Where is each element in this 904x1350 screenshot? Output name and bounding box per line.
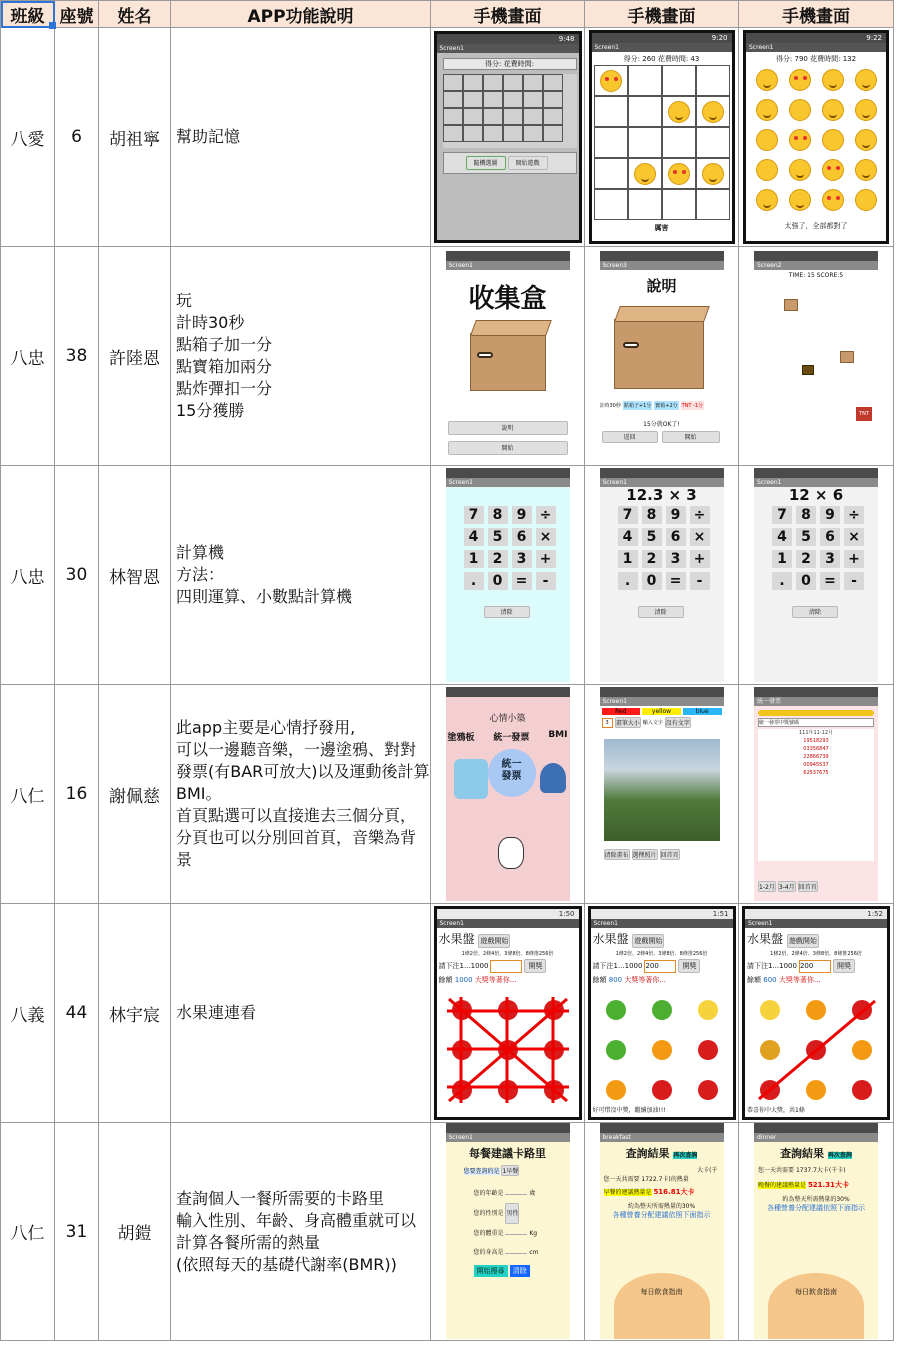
- cell-seat[interactable]: 38: [55, 247, 99, 466]
- odds-label: 1條2倍、2條4倍、3條8倍、8條推256倍: [461, 951, 554, 957]
- fruit-icon: [606, 1040, 626, 1060]
- calc-key[interactable]: 3: [512, 550, 532, 568]
- bet-input[interactable]: 200: [799, 960, 831, 973]
- result-heading: 查詢結果 再次查詢: [625, 1147, 698, 1160]
- status-bar: [754, 1123, 878, 1133]
- cell-seat[interactable]: 6: [55, 28, 99, 247]
- calc-key[interactable]: 9: [820, 506, 840, 524]
- fruit-icon: [652, 1040, 672, 1060]
- calc-key[interactable]: 8: [642, 506, 662, 524]
- calc-key[interactable]: +: [536, 550, 556, 568]
- status-bar: 9:48: [437, 34, 579, 44]
- cell-class[interactable]: 八忠: [1, 466, 55, 685]
- draw-button[interactable]: 開獎: [833, 959, 855, 973]
- box-target[interactable]: [840, 351, 854, 363]
- table-row: [1, 1123, 894, 1341]
- app-heading: 心情小築: [489, 714, 526, 724]
- fruit-icon: [606, 1080, 626, 1100]
- tnt-target[interactable]: TNT: [856, 407, 872, 421]
- food-guide-image: 每日飲食指南: [614, 1273, 710, 1339]
- table-row: [1, 466, 894, 685]
- calc-key[interactable]: 0: [488, 572, 508, 590]
- calc-keypad: [772, 506, 864, 590]
- fruit-grid: [593, 991, 731, 1111]
- result-heading: 查詢結果 再次查詢: [780, 1147, 852, 1160]
- status-bar: [446, 251, 570, 261]
- game-header: 水果盤 遊戲開始: [747, 932, 817, 946]
- draw-button[interactable]: 開獎: [678, 959, 700, 973]
- start-game-button[interactable]: 遊戲開始: [787, 934, 819, 948]
- cell-screen[interactable]: [431, 247, 585, 466]
- screen-title: Screen1: [437, 44, 579, 53]
- emoji-grid[interactable]: [750, 65, 884, 215]
- fruit-icon: [698, 1040, 718, 1060]
- screen-title: Screen1: [600, 697, 724, 706]
- status-bar: [600, 468, 724, 478]
- search-button[interactable]: 開始搜尋: [474, 1265, 508, 1277]
- note-label: 各種營養分配建議依照下面指示: [612, 1211, 711, 1219]
- calc-keypad: [618, 506, 710, 590]
- calc-key[interactable]: 7: [618, 506, 638, 524]
- box-target[interactable]: [784, 299, 798, 311]
- jan-feb-button[interactable]: 1-2月: [758, 881, 776, 892]
- cell-seat[interactable]: 30: [55, 466, 99, 685]
- snoopy-icon: [498, 837, 524, 869]
- calc-key[interactable]: ÷: [844, 506, 864, 524]
- emoji-icon: [702, 163, 724, 185]
- pen-size-button[interactable]: 畫筆大小: [615, 717, 641, 728]
- requery-button[interactable]: 再次查詢: [827, 1152, 852, 1159]
- bet-input[interactable]: 200: [644, 960, 676, 973]
- home-button[interactable]: 回首頁: [660, 849, 680, 860]
- blue-button[interactable]: blue: [683, 708, 722, 715]
- calc-key[interactable]: 8: [488, 506, 508, 524]
- cell-description[interactable]: 水果連連看: [171, 904, 431, 1123]
- header-seat[interactable]: 座號: [55, 1, 99, 28]
- home-button[interactable]: 回首頁: [798, 881, 818, 892]
- phone-screenshot: [754, 687, 878, 901]
- food-guide-image: 每日飲食指南: [768, 1273, 864, 1339]
- invoice-button[interactable]: 統一 發票: [488, 749, 536, 797]
- card-grid[interactable]: [443, 74, 577, 148]
- cell-screen[interactable]: [431, 28, 585, 247]
- status-bar: [600, 251, 724, 261]
- calc-key[interactable]: ×: [536, 528, 556, 546]
- random-button[interactable]: 隨機選圖: [466, 156, 506, 170]
- cell-class[interactable]: 八仁: [1, 1123, 55, 1341]
- cell-screen[interactable]: [585, 685, 739, 904]
- screen-title: breakfast: [600, 1133, 724, 1142]
- bet-row: 請下注1...1000 200 開獎: [591, 957, 733, 975]
- screen-title: Screen1: [446, 1133, 570, 1142]
- cell-description[interactable]: 玩 計時30秒 點箱子加一分 點寶箱加兩分 點炸彈扣一分 15分獲勝: [171, 247, 431, 466]
- fruit-grid: [747, 991, 885, 1111]
- clear-button[interactable]: 清除: [484, 606, 530, 618]
- start-game-button[interactable]: 遊戲開始: [478, 934, 510, 948]
- screen-title: Screen1: [754, 478, 878, 487]
- calc-key[interactable]: 7: [464, 506, 484, 524]
- phone-screenshot: [754, 468, 878, 682]
- cell-name[interactable]: 謝佩慈: [99, 685, 171, 904]
- phone-screenshot: [588, 906, 736, 1120]
- card-grid[interactable]: [594, 65, 730, 221]
- calc-key[interactable]: 3: [666, 550, 686, 568]
- result-label: 厲害: [654, 224, 669, 232]
- balance-row: 餘額 600 大獎等著你...: [747, 976, 821, 984]
- screen-title: Screen3: [600, 261, 724, 270]
- status-bar: [754, 468, 878, 478]
- header-screen-2[interactable]: 手機畫面: [585, 1, 739, 28]
- calc-key[interactable]: 8: [796, 506, 816, 524]
- start-button[interactable]: 開始遊戲: [508, 156, 548, 170]
- calc-key[interactable]: 6: [512, 528, 532, 546]
- cell-screen[interactable]: [431, 1123, 585, 1341]
- result-message: 恭喜你中大獎，共1條: [747, 1107, 805, 1114]
- header-screen-1[interactable]: 手機畫面: [431, 1, 585, 28]
- clear-button[interactable]: 清除: [510, 1265, 530, 1277]
- cell-description[interactable]: 查詢個人一餐所需要的卡路里 輸入性別、年齡、身高體重就可以計算各餐所需的熱量 (依照每天的基礎代謝率(BMR)): [171, 1123, 431, 1341]
- calc-key[interactable]: =: [512, 572, 532, 590]
- meal-row: 您要查詢的是 1早餐: [464, 1165, 570, 1176]
- screen-title: dinner: [754, 1133, 878, 1142]
- balance-row: 餘額 800 大獎等著你...: [592, 976, 667, 984]
- phone-screenshot: [754, 1123, 878, 1339]
- fruit-icon: [606, 1000, 626, 1020]
- yellow-button[interactable]: yellow: [642, 708, 681, 715]
- cell-class[interactable]: 八愛: [1, 28, 55, 247]
- status-bar: 1:51: [591, 909, 733, 919]
- help-heading: 說明: [646, 277, 677, 295]
- cell-screen[interactable]: [739, 1123, 894, 1341]
- pen-controls: [600, 717, 724, 728]
- status-bar: [754, 687, 878, 697]
- bet-row: 請下注1...1000 200 開獎: [745, 957, 887, 975]
- calc-display: 12.3 × 3: [626, 486, 697, 504]
- header-row: [1, 1, 894, 28]
- treasure-chest[interactable]: [802, 365, 814, 375]
- calc-key[interactable]: 7: [772, 506, 792, 524]
- daily-label: 您一天共需要 1722.7卡)的熱量: [603, 1176, 689, 1183]
- calc-key[interactable]: +: [844, 550, 864, 568]
- calc-key[interactable]: 5: [796, 528, 816, 546]
- calc-key[interactable]: .: [464, 572, 484, 590]
- game-header: 水果盤 遊戲開始: [592, 932, 663, 946]
- calc-key[interactable]: 9: [512, 506, 532, 524]
- invoice-tab[interactable]: 統一發票中獎號碼: [758, 718, 874, 727]
- cell-screen[interactable]: [739, 685, 894, 904]
- cell-screen[interactable]: [431, 904, 585, 1123]
- status-bar: [754, 251, 878, 261]
- start-game-button[interactable]: 遊戲開始: [632, 934, 664, 948]
- status-bar: 9:22: [746, 33, 886, 43]
- screen-title: Screen1: [446, 478, 570, 487]
- phone-screenshot: [742, 906, 890, 1120]
- header-screen-3[interactable]: 手機畫面: [739, 1, 894, 28]
- calc-key[interactable]: 2: [796, 550, 816, 568]
- calc-key[interactable]: 6: [666, 528, 686, 546]
- phone-screenshot: [446, 468, 570, 682]
- cell-name[interactable]: 胡祖寧: [99, 28, 171, 247]
- cell-class[interactable]: 八義: [1, 904, 55, 1123]
- calc-key[interactable]: 2: [642, 550, 662, 568]
- invoice-table: 111年11-12月 19518293 03356847 22866739 00945537 62537675: [758, 729, 874, 861]
- status-bar: [446, 687, 570, 697]
- form-buttons: [474, 1266, 570, 1276]
- cell-screen[interactable]: [585, 28, 739, 247]
- calc-key[interactable]: 2: [488, 550, 508, 568]
- fruit-icon: [698, 1080, 718, 1100]
- cell-screen[interactable]: [431, 466, 585, 685]
- fruit-icon: [698, 1000, 718, 1020]
- app-heading: 收集盒: [468, 284, 547, 314]
- status-bar: 1:50: [437, 909, 579, 919]
- calc-key[interactable]: =: [666, 572, 686, 590]
- phone-screenshot: [446, 1123, 570, 1339]
- rules-line: 計時30秒 點箱子+1分 寶箱+2分 TNT -1分: [599, 403, 704, 409]
- score-label: 得分: 花費時間:: [443, 58, 577, 70]
- cell-name[interactable]: 林智恩: [99, 466, 171, 685]
- help-button[interactable]: 說明: [448, 421, 568, 435]
- calc-key[interactable]: 6: [820, 528, 840, 546]
- calc-key[interactable]: 1: [464, 550, 484, 568]
- odds-label: 1條2倍、2條4倍、3條8倍、8條推256倍: [770, 951, 862, 957]
- screen-title: Screen1: [591, 919, 733, 928]
- text-button[interactable]: 沒有文字: [665, 717, 691, 728]
- calc-key[interactable]: ÷: [690, 506, 710, 524]
- emoji-icon: [600, 70, 622, 92]
- selection-handle[interactable]: [49, 22, 56, 29]
- cell-seat[interactable]: 16: [55, 685, 99, 904]
- calc-key[interactable]: -: [690, 572, 710, 590]
- header-class[interactable]: 班級: [1, 1, 55, 28]
- red-button[interactable]: Red: [602, 708, 641, 715]
- result-message: 好可惜沒中獎，繼續加油!!!: [592, 1107, 666, 1114]
- cell-screen[interactable]: [739, 28, 894, 247]
- bottom-buttons: [604, 849, 680, 860]
- calc-key[interactable]: 0: [796, 572, 816, 590]
- cell-class[interactable]: 八忠: [1, 247, 55, 466]
- menu-labels: 塗鴉板 統一發票 BMI: [447, 730, 568, 743]
- cell-seat[interactable]: 31: [55, 1123, 99, 1341]
- calc-key[interactable]: 9: [666, 506, 686, 524]
- clear-canvas-button[interactable]: 清除畫布: [604, 849, 630, 860]
- cell-screen[interactable]: [739, 466, 894, 685]
- note-label: 各種營養分配建議依照下面指示: [767, 1204, 865, 1212]
- palette-icon[interactable]: [454, 759, 488, 799]
- cell-screen[interactable]: [585, 466, 739, 685]
- cell-description[interactable]: 此app主要是心情抒發用, 可以一邊聽音樂，一邊塗鴉、對對發票(有BAR可放大)以及運動後計算BMI。 首頁點選可以直接進去三個分頁，分頁也可以分別回首頁，音樂為背景: [171, 685, 431, 904]
- start-button[interactable]: 開始: [662, 431, 720, 443]
- fruit-grid: [439, 991, 577, 1111]
- phone-screenshot: [434, 906, 582, 1120]
- emoji-icon: [702, 101, 724, 123]
- fruit-icon: [652, 1080, 672, 1100]
- phone-screenshot: [754, 251, 878, 461]
- win-label: 15分就OK了!: [643, 421, 680, 428]
- status-bar: 1:52: [745, 909, 887, 919]
- start-button[interactable]: 開始: [448, 441, 568, 455]
- drawing-canvas[interactable]: [604, 739, 720, 841]
- fruit-icon: [652, 1000, 672, 1020]
- calc-key[interactable]: ÷: [536, 506, 556, 524]
- calc-key[interactable]: 5: [642, 528, 662, 546]
- table-row: [1, 247, 894, 466]
- screen-title: 統一發票: [754, 697, 878, 706]
- requery-button[interactable]: 再次查詢: [673, 1152, 698, 1159]
- header-name[interactable]: 姓名: [99, 1, 171, 28]
- percent-label: 約為整天所需熱量的30%: [627, 1203, 696, 1210]
- calc-key[interactable]: =: [820, 572, 840, 590]
- header-description[interactable]: APP功能說明: [171, 1, 431, 28]
- screen-title: Screen1: [446, 261, 570, 270]
- pen-size-input[interactable]: 3: [602, 718, 613, 728]
- phone-screenshot: [446, 687, 570, 901]
- cell-screen[interactable]: [739, 247, 894, 466]
- calc-keypad: [464, 506, 556, 590]
- screen-title: Screen1: [746, 43, 886, 52]
- calc-key[interactable]: 0: [642, 572, 662, 590]
- cell-screen[interactable]: [585, 247, 739, 466]
- cell-name[interactable]: 林宇宸: [99, 904, 171, 1123]
- score-label: 得分: 790 花費時間: 132: [775, 55, 857, 63]
- meal-result: 晚餐的建議熱量是 521.31大卡: [758, 1181, 849, 1189]
- table-row: [1, 904, 894, 1123]
- phone-screenshot: [434, 31, 582, 243]
- zoom-slider[interactable]: [758, 710, 874, 716]
- cell-seat[interactable]: 44: [55, 904, 99, 1123]
- box-image: [614, 319, 704, 389]
- emoji-icon: [634, 163, 656, 185]
- phone-screenshot: [600, 1123, 724, 1339]
- cell-screen[interactable]: [585, 904, 739, 1123]
- bmi-icon[interactable]: [540, 763, 566, 793]
- cell-description[interactable]: 幫助記憶: [171, 28, 431, 247]
- cell-name[interactable]: 許陸恩: [99, 247, 171, 466]
- win-lines: [747, 991, 885, 1111]
- screen-title: Screen1: [592, 43, 732, 52]
- cell-screen[interactable]: [739, 904, 894, 1123]
- screen-title: Screen2: [754, 261, 878, 270]
- calc-key[interactable]: 4: [618, 528, 638, 546]
- calc-key[interactable]: ×: [844, 528, 864, 546]
- phone-screenshot: [446, 251, 570, 461]
- bet-row: 請下注1...1000 開獎: [437, 957, 579, 975]
- age-input[interactable]: [505, 1194, 527, 1195]
- weight-input[interactable]: [505, 1234, 527, 1235]
- cell-screen[interactable]: [431, 685, 585, 904]
- calc-key[interactable]: -: [844, 572, 864, 590]
- calc-key[interactable]: 3: [820, 550, 840, 568]
- emoji-icon: [668, 163, 690, 185]
- box-image: [470, 333, 546, 391]
- clear-button[interactable]: 清除: [638, 606, 684, 618]
- calc-key[interactable]: .: [618, 572, 638, 590]
- status-bar: [600, 1123, 724, 1133]
- calc-key[interactable]: ×: [690, 528, 710, 546]
- status-bar: 9:20: [592, 33, 732, 43]
- percent-label: 約為整天所需熱量的30%: [782, 1196, 850, 1203]
- calc-key[interactable]: 4: [772, 528, 792, 546]
- meal-result: 早餐的建議熱量是 516.81大卡: [603, 1188, 695, 1196]
- calc-key[interactable]: 1: [618, 550, 638, 568]
- phone-screenshot: [743, 30, 889, 244]
- month-buttons: [758, 881, 818, 892]
- score-label: 得分: 260 花費時間: 43: [623, 55, 700, 63]
- odds-label: 1條2倍、2條4倍、3條8倍、8條推256倍: [615, 951, 708, 957]
- clear-button[interactable]: 清除: [792, 606, 838, 618]
- bet-input[interactable]: [490, 960, 522, 973]
- calc-key[interactable]: 4: [464, 528, 484, 546]
- phone-screenshot: [589, 30, 735, 244]
- back-button[interactable]: 返回: [602, 431, 658, 443]
- calc-key[interactable]: -: [536, 572, 556, 590]
- cell-screen[interactable]: [585, 1123, 739, 1341]
- table-row: [1, 685, 894, 904]
- daily-unit: 大卡(千: [697, 1167, 718, 1174]
- result-label: 太強了，全部都對了: [784, 222, 848, 230]
- color-buttons: [600, 706, 724, 717]
- win-lines: [439, 991, 577, 1111]
- text-input[interactable]: 輸入文字: [642, 720, 663, 726]
- calc-display: 12 × 6: [788, 486, 844, 504]
- button-bar: [443, 152, 577, 174]
- status-bar: [446, 468, 570, 478]
- calc-display: [446, 487, 570, 503]
- calc-key[interactable]: +: [690, 550, 710, 568]
- phone-screenshot: [600, 251, 724, 461]
- phone-screenshot: [600, 468, 724, 682]
- game-header: 水果盤 遊戲開始: [438, 932, 509, 946]
- phone-screenshot: [600, 687, 724, 901]
- balance-row: 餘額 1000 大獎等著你...: [438, 976, 517, 984]
- meal-select[interactable]: 1早餐: [501, 1165, 519, 1176]
- screen-title: Screen1: [437, 919, 579, 928]
- cell-name[interactable]: 胡鎧: [99, 1123, 171, 1341]
- calc-key[interactable]: .: [772, 572, 792, 590]
- cell-class[interactable]: 八仁: [1, 685, 55, 904]
- calorie-heading: 每餐建議卡路里: [469, 1147, 546, 1160]
- draw-button[interactable]: 開獎: [524, 959, 546, 973]
- screen-title: Screen1: [600, 478, 724, 487]
- screen-title: Screen1: [745, 919, 887, 928]
- pick-photo-button[interactable]: 選擇照片: [632, 849, 658, 860]
- input-form: 您的年齡是 歲 您的性別是 男性 您的體重是 Kg 您的身高是 cm: [473, 1190, 539, 1256]
- cell-description[interactable]: 計算機 方法： 四則運算、小數點計算機: [171, 466, 431, 685]
- table-row: [1, 28, 894, 247]
- score-time-label: TIME: 15 SCORE:5: [788, 272, 844, 279]
- gender-select[interactable]: 男性: [505, 1203, 519, 1224]
- daily-label: 您一天共需要 1737.7大卡(千卡): [758, 1167, 846, 1174]
- status-bar: [446, 1123, 570, 1133]
- calc-key[interactable]: 1: [772, 550, 792, 568]
- height-input[interactable]: [505, 1253, 527, 1254]
- calc-key[interactable]: 5: [488, 528, 508, 546]
- emoji-icon: [668, 101, 690, 123]
- status-bar: [600, 687, 724, 697]
- mar-apr-button[interactable]: 3-4月: [778, 881, 796, 892]
